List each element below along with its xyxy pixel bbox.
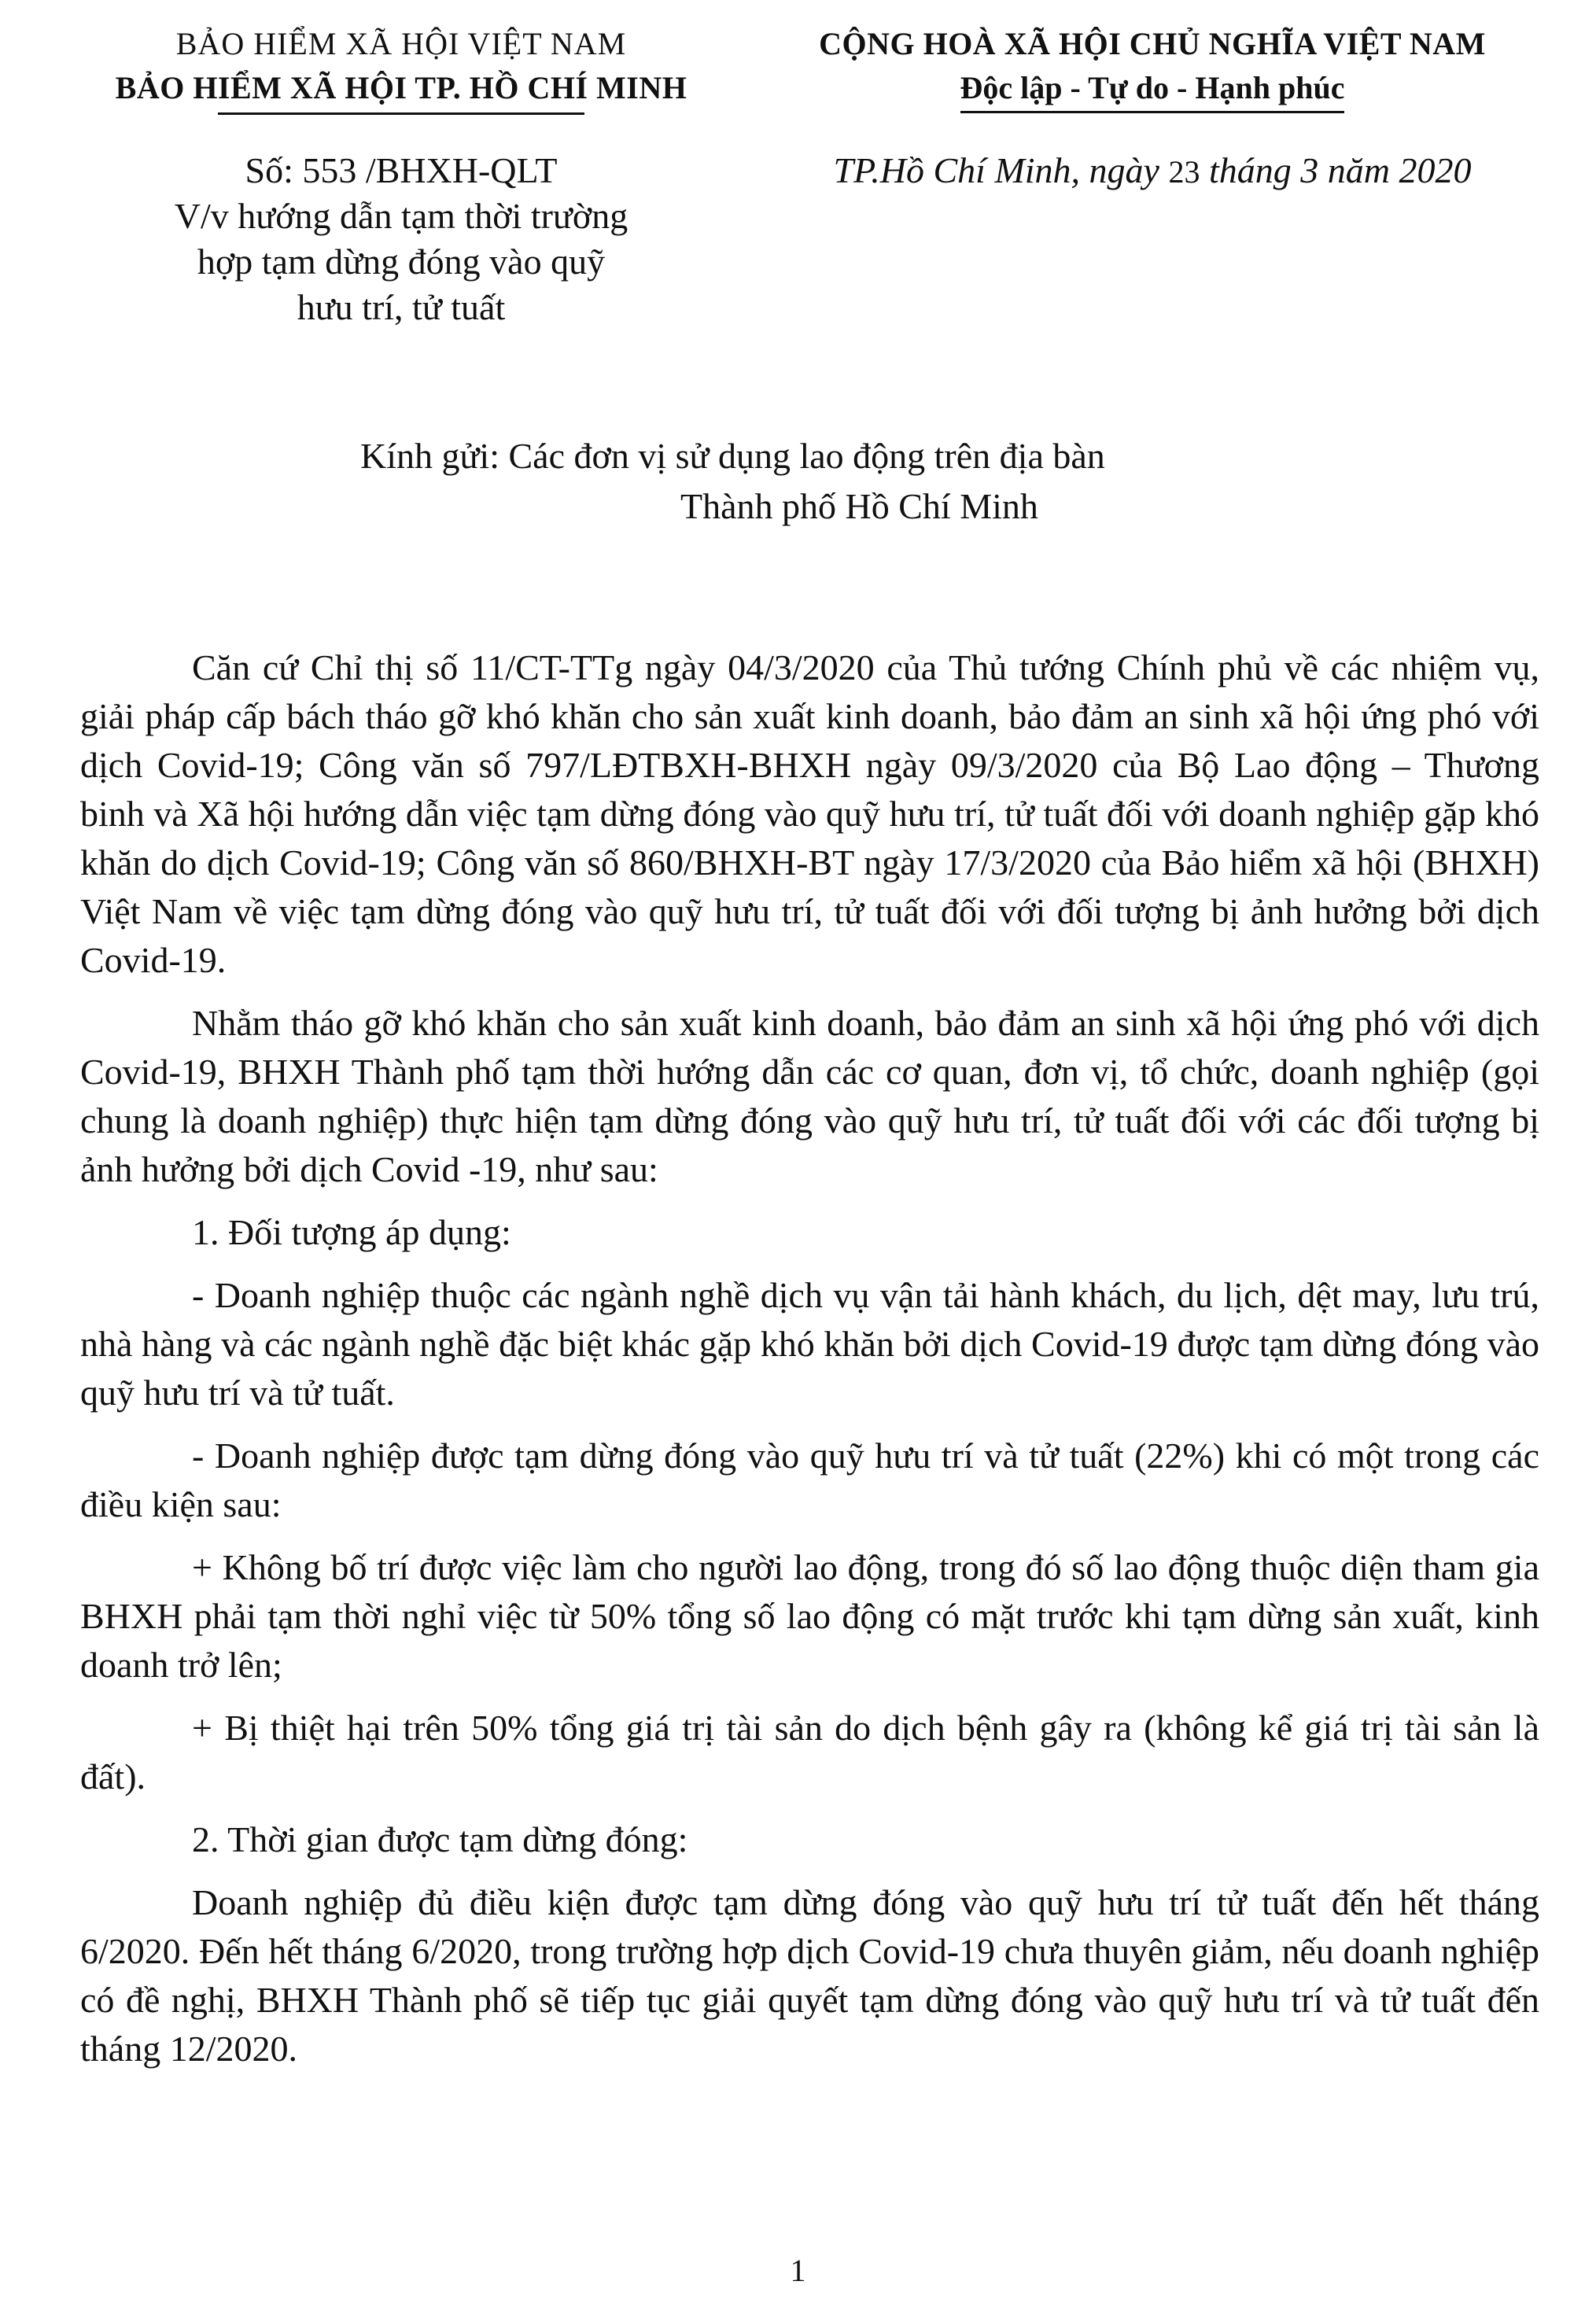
number-label: Số: (245, 150, 293, 190)
parent-agency-name: BẢO HIỂM XÃ HỘI VIỆT NAM (175, 26, 627, 61)
date-place-prefix: TP.Hồ Chí Minh, ngày (833, 150, 1159, 190)
national-title: CỘNG HOÀ XÃ HỘI CHỦ NGHĨA VIỆT NAM (819, 26, 1486, 61)
section-1-condition-2: + Bị thiệt hại trên 50% tổng giá trị tài sản do dịch bệnh gây ra (không kể giá trị tài sản là đất). (80, 1708, 1539, 1797)
reference-block (55, 148, 747, 330)
motto-underline (960, 111, 1345, 113)
number-code: /BHXH-QLT (365, 150, 558, 190)
recipient-line-2: Thành phố Hồ Chí Minh (680, 486, 1038, 526)
subject-line-2: hợp tạm dừng đóng vào quỹ (197, 241, 606, 282)
number-value: 553 (302, 150, 357, 190)
national-header-block (747, 22, 1557, 110)
section-1-condition-1: + Không bố trí được việc làm cho người lao động, trong đó số lao động thuộc diện tham gia BHXH phải tạm thời nghỉ việc từ 50% tổng số lao động có mặt trước khi tạm dừng sản xuất, kinh doanh trở lên; (80, 1547, 1539, 1685)
section-2-paragraph: Doanh nghiệp đủ điều kiện được tạm dừng đóng vào quỹ hưu trí tử tuất đến hết tháng 6/2020. Đến hết tháng 6/2020, trong trường hợp dịch Covid-19 chưa thuyên giảm, nếu doanh nghiệp có đề nghị, BHXH Thành phố sẽ tiếp tục giải quyết tạm dừng đóng vào quỹ hưu trí và tử tuất đến tháng 12/2020. (80, 1882, 1539, 2069)
section-1-item-2: - Doanh nghiệp được tạm dừng đóng vào quỹ hưu trí và tử tuất (22%) khi có một trong các điều kiện sau: (80, 1435, 1539, 1524)
issuing-agency-name: BẢO HIỂM XÃ HỘI TP. HỒ CHÍ MINH (115, 70, 687, 105)
paragraph-purpose: Nhằm tháo gỡ khó khăn cho sản xuất kinh doanh, bảo đảm an sinh xã hội ứng phó với dịch Covid-19, BHXH Thành phố tạm thời hướng dẫn các cơ quan, đơn vị, tổ chức, doanh nghiệp (gọi chung là doanh nghiệp) thực hiện tạm dừng đóng vào quỹ hưu trí, tử tuất đối với các đối tượng bị ảnh hưởng bởi dịch Covid -19, như sau: (80, 1003, 1539, 1189)
subject-line-3: hưu trí, tử tuất (297, 287, 506, 327)
document-body (80, 643, 1539, 2088)
section-1-item-1: - Doanh nghiệp thuộc các ngành nghề dịch vụ vận tải hành khách, du lịch, dệt may, lưu trú, nhà hàng và các ngành nghề đặc biệt khác gặp khó khăn bởi dịch Covid-19 được tạm dừng đóng vào quỹ hưu trí và tử tuất. (80, 1275, 1539, 1413)
national-motto: Độc lập - Tự do - Hạnh phúc (960, 70, 1345, 105)
date-month-year: tháng 3 năm 2020 (1208, 150, 1472, 190)
subject-line-1: V/v hướng dẫn tạm thời trường (174, 196, 628, 236)
page-number: 1 (790, 2253, 806, 2288)
date-day: 23 (1168, 154, 1200, 190)
paragraph-legal-basis: Căn cứ Chỉ thị số 11/CT-TTg ngày 04/3/2020 của Thủ tướng Chính phủ về các nhiệm vụ, giải pháp cấp bách tháo gỡ khó khăn cho sản xuất kinh doanh, bảo đảm an sinh xã hội ứng phó với dịch Covid-19; Công văn số 797/LĐTBXH-BHXH ngày 09/3/2020 của Bộ Lao động – Thương binh và Xã hội hướng dẫn việc tạm dừng đóng vào quỹ hưu trí, tử tuất đối với doanh nghiệp gặp khó khăn do dịch Covid-19; Công văn số 860/BHXH-BT ngày 17/3/2020 của Bảo hiểm xã hội (BHXH) Việt Nam về việc tạm dừng đóng vào quỹ hưu trí, tử tuất đối với đối tượng bị ảnh hưởng bởi dịch Covid-19. (80, 647, 1539, 980)
section-2-heading: 2. Thời gian được tạm dừng đóng: (192, 1819, 688, 1859)
recipient-block (0, 431, 1596, 532)
agency-underline (218, 112, 584, 115)
recipient-label: Kính gửi: (360, 436, 499, 476)
document-number (55, 148, 747, 193)
section-1-heading: 1. Đối tượng áp dụng: (192, 1212, 511, 1252)
recipient-line-1: Các đơn vị sử dụng lao động trên địa bàn (508, 436, 1105, 476)
place-date (747, 148, 1557, 195)
issuing-agency-block (55, 22, 747, 110)
